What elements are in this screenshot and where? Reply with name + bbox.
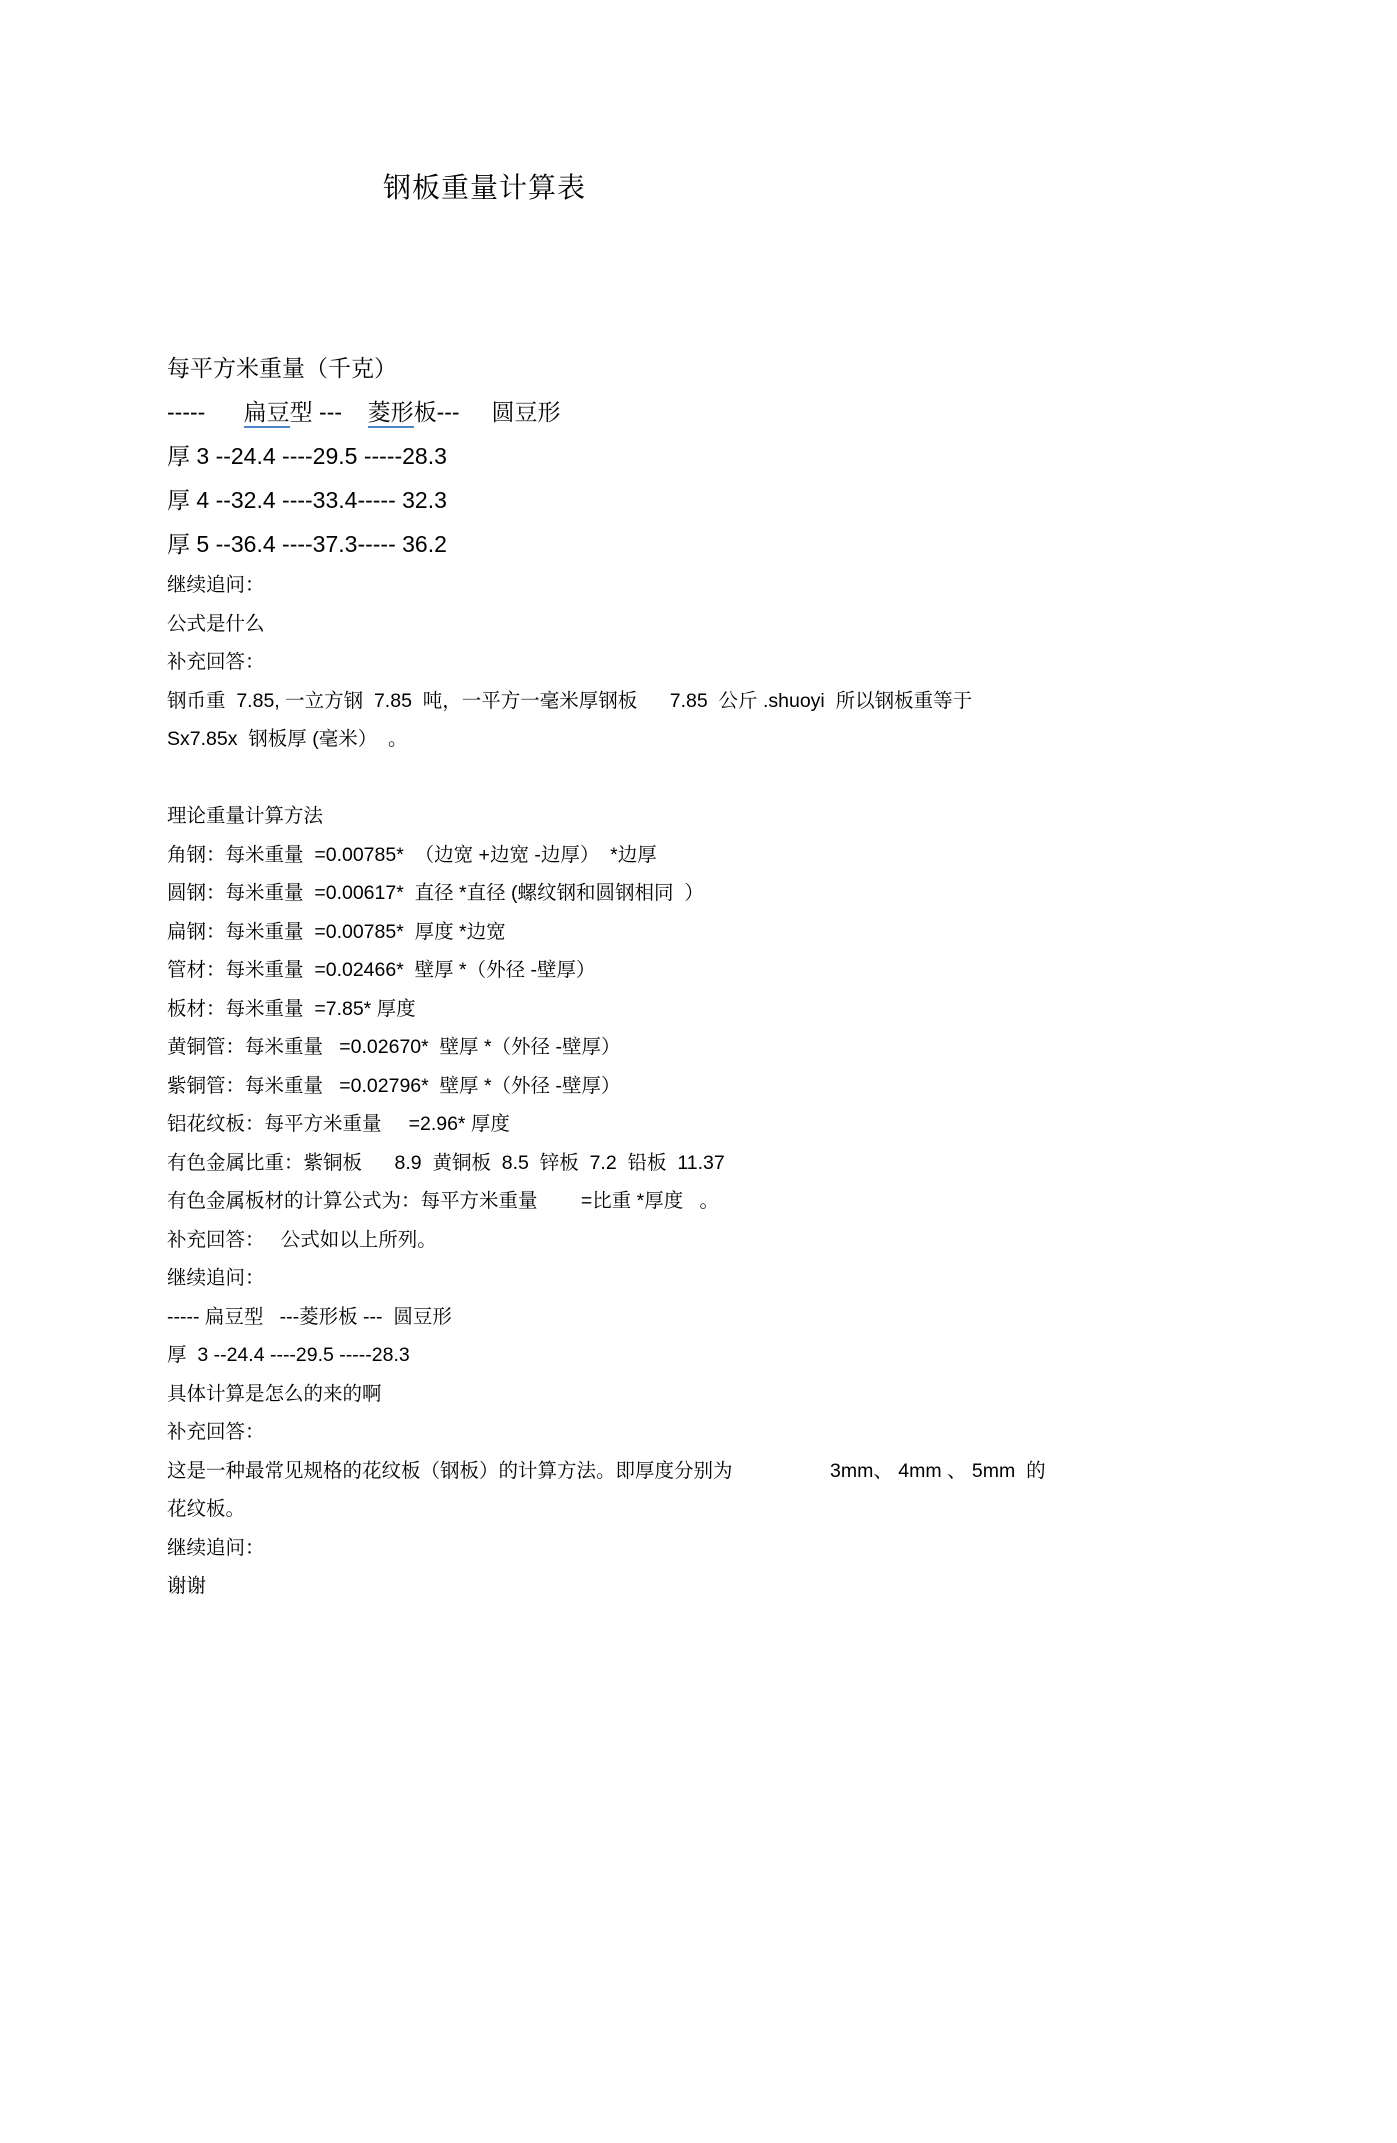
text-segment: ----- 扁豆型 ---菱形板 --- 圆豆形	[167, 1305, 452, 1328]
text-line	[167, 836, 1257, 875]
text-segment: -----	[167, 399, 244, 425]
text-line	[167, 1490, 1257, 1529]
text-line	[167, 390, 1257, 434]
text-segment: 钢币重 7.85, 一立方钢 7.85 吨，一平方一毫米厚钢板 7.85 公斤 .shuoyi 所以钢板重等于	[167, 689, 973, 712]
text-segment: 黄铜管：每米重量 =0.02670* 壁厚 *（外径 -壁厚）	[167, 1036, 621, 1058]
text-segment: 扁钢：每米重量 =0.00785* 厚度 *边宽	[167, 920, 506, 943]
text-line	[167, 1413, 1257, 1452]
text-line	[167, 643, 1257, 682]
text-line	[167, 1336, 1257, 1375]
text-segment: 谢谢	[167, 1575, 207, 1597]
text-segment: 继续追问：	[167, 1267, 265, 1289]
text-segment: 板材：每米重量 =7.85* 厚度	[167, 997, 416, 1020]
text-segment: 每平方米重量（千克）	[167, 355, 397, 381]
text-segment: 管材：每米重量 =0.02466* 壁厚 *（外径 -壁厚）	[167, 959, 596, 981]
text-line	[167, 346, 1257, 390]
text-segment: 厚 3 --24.4 ----29.5 -----28.3	[167, 1344, 410, 1366]
text-segment: 公式是什么	[167, 612, 265, 635]
text-segment: 厚 4 --32.4 ----33.4----- 32.3	[167, 487, 447, 513]
text-line	[167, 720, 1257, 759]
text-line	[167, 913, 1257, 952]
text-segment: 圆钢：每米重量 =0.00617* 直径 *直径 (螺纹钢和圆钢相同 ）	[167, 882, 704, 904]
text-segment: 厚 5 --36.4 ----37.3----- 36.2	[167, 531, 447, 557]
page-title: 钢板重量计算表	[383, 172, 587, 203]
text-line	[167, 434, 1257, 478]
text-segment: 有色金属比重：紫铜板 8.9 黄铜板 8.5 锌板 7.2 铅板 11.37	[167, 1151, 725, 1174]
text-segment: 补充回答： 公式如以上所列。	[167, 1228, 437, 1251]
text-segment: Sx7.85x 钢板厚 (毫米） 。	[167, 728, 408, 750]
text-segment: 花纹板。	[167, 1498, 246, 1520]
text-segment: 补充回答：	[167, 1421, 265, 1443]
text-line	[167, 682, 1257, 721]
text-line	[167, 1567, 1257, 1606]
text-line	[167, 1067, 1257, 1106]
text-segment: 紫铜管：每米重量 =0.02796* 壁厚 *（外径 -壁厚）	[167, 1074, 621, 1097]
text-segment: 型 ---	[289, 399, 368, 425]
text-line	[167, 478, 1257, 522]
text-segment: 继续追问：	[167, 1536, 265, 1559]
text-line	[167, 1182, 1257, 1221]
underlined-term: 扁豆	[244, 399, 290, 428]
document-body	[167, 346, 1257, 1606]
document-page	[0, 168, 1397, 2143]
text-segment: 理论重量计算方法	[167, 805, 324, 827]
text-line	[167, 566, 1257, 605]
text-line	[167, 1529, 1257, 1568]
text-line	[167, 874, 1257, 913]
text-segment: 具体计算是怎么的来的啊	[167, 1382, 382, 1405]
text-line	[167, 1028, 1257, 1067]
text-line	[167, 1144, 1257, 1183]
text-segment: 角钢：每米重量 =0.00785* （边宽 +边宽 -边厚） *边厚	[167, 843, 657, 866]
text-segment: 板--- 圆豆形	[413, 399, 561, 425]
underlined-term: 菱形	[368, 399, 414, 428]
text-segment: 继续追问：	[167, 574, 265, 596]
text-line	[167, 522, 1257, 566]
text-segment: 补充回答：	[167, 651, 265, 673]
text-segment: 铝花纹板：每平方米重量 =2.96* 厚度	[167, 1113, 510, 1135]
text-segment: 这是一种最常见规格的花纹板（钢板）的计算方法。即厚度分别为 3mm、 4mm 、 5mm 的	[167, 1459, 1046, 1482]
text-segment: 有色金属板材的计算公式为：每平方米重量 =比重 *厚度 。	[167, 1190, 719, 1212]
text-segment: 厚 3 --24.4 ----29.5 -----28.3	[167, 443, 447, 469]
text-line	[167, 1259, 1257, 1298]
text-line	[167, 759, 1257, 798]
text-line	[167, 1105, 1257, 1144]
text-line	[167, 797, 1257, 836]
text-line	[167, 951, 1257, 990]
text-line	[167, 1375, 1257, 1414]
text-line	[167, 1298, 1257, 1337]
text-line	[167, 1221, 1257, 1260]
text-line	[167, 1452, 1257, 1491]
text-line	[167, 605, 1257, 644]
text-line	[167, 990, 1257, 1029]
